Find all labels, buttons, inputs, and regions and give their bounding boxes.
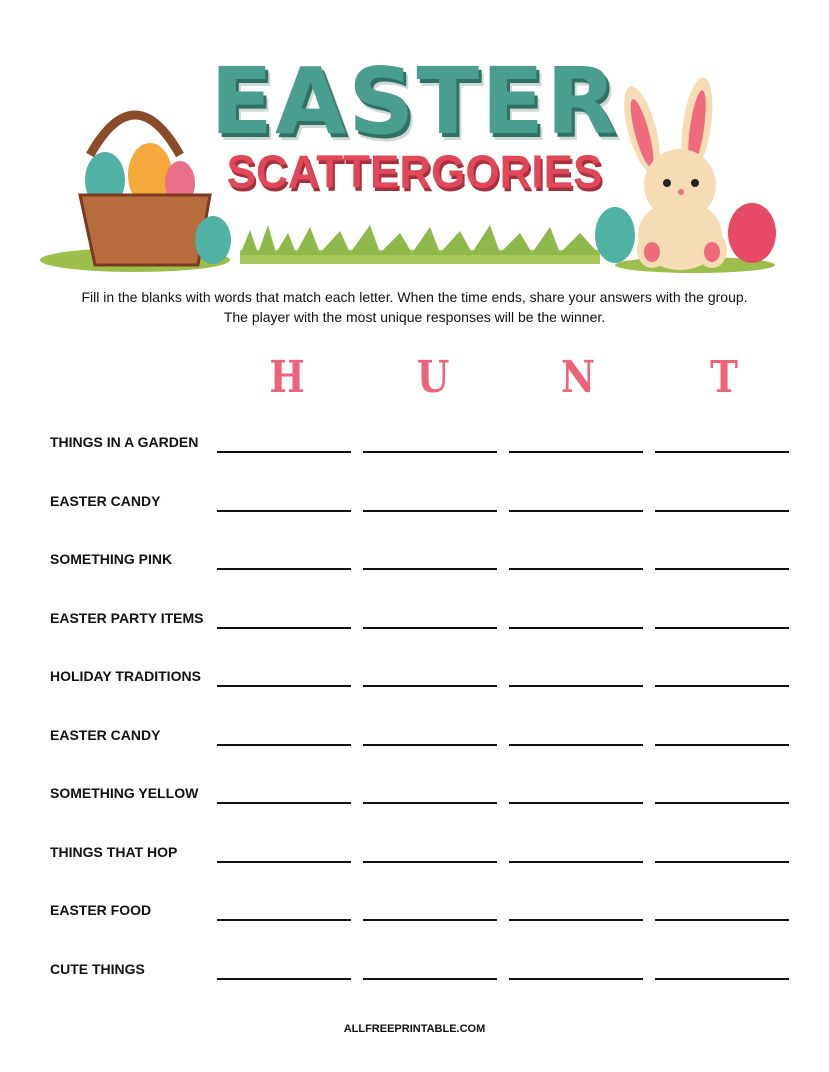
category-row bbox=[0, 610, 829, 650]
category-row bbox=[0, 551, 829, 591]
answer-blank-h[interactable] bbox=[217, 919, 351, 921]
title-easter: EASTER bbox=[210, 48, 619, 155]
instructions-line-1: Fill in the blanks with words that match each letter. When the time ends, share your answers with the group. bbox=[81, 289, 748, 305]
answer-blank-t[interactable] bbox=[655, 510, 789, 512]
answer-blank-n[interactable] bbox=[509, 919, 643, 921]
answer-blank-n[interactable] bbox=[509, 744, 643, 746]
answer-blank-h[interactable] bbox=[217, 627, 351, 629]
answer-blank-t[interactable] bbox=[655, 744, 789, 746]
category-row bbox=[0, 785, 829, 825]
answer-blank-t[interactable] bbox=[655, 568, 789, 570]
title-scattergories: SCATTERGORIES bbox=[226, 146, 603, 199]
answer-blank-n[interactable] bbox=[509, 978, 643, 980]
answer-blank-u[interactable] bbox=[363, 627, 497, 629]
answer-blank-t[interactable] bbox=[655, 802, 789, 804]
answer-blank-t[interactable] bbox=[655, 978, 789, 980]
answer-blank-t[interactable] bbox=[655, 685, 789, 687]
category-label: EASTER CANDY bbox=[50, 492, 161, 509]
answer-blank-u[interactable] bbox=[363, 510, 497, 512]
answer-blank-t[interactable] bbox=[655, 861, 789, 863]
category-row bbox=[0, 844, 829, 884]
category-row bbox=[0, 668, 829, 708]
category-label: EASTER FOOD bbox=[50, 902, 152, 918]
category-label: SOMETHING PINK bbox=[50, 551, 173, 567]
answer-blank-h[interactable] bbox=[217, 861, 351, 863]
answer-blank-n[interactable] bbox=[509, 802, 643, 804]
category-row bbox=[0, 961, 829, 1001]
answer-blank-n[interactable] bbox=[509, 685, 643, 687]
answer-blank-h[interactable] bbox=[217, 685, 351, 687]
category-label: SOMETHING YELLOW bbox=[50, 785, 199, 801]
category-row bbox=[0, 902, 829, 942]
answer-blank-u[interactable] bbox=[363, 451, 497, 453]
answer-blank-n[interactable] bbox=[509, 627, 643, 629]
category-label: THINGS IN A GARDEN bbox=[50, 434, 199, 450]
answer-blank-u[interactable] bbox=[363, 861, 497, 863]
column-letter-t: T bbox=[710, 352, 738, 403]
answer-blank-u[interactable] bbox=[363, 744, 497, 746]
answer-blank-u[interactable] bbox=[363, 568, 497, 570]
answer-blank-n[interactable] bbox=[509, 510, 643, 512]
footer-website: ALLFREEPRINTABLE.COM bbox=[343, 1023, 486, 1035]
answer-blank-h[interactable] bbox=[217, 451, 351, 453]
answer-blank-h[interactable] bbox=[217, 978, 351, 980]
answer-blank-t[interactable] bbox=[655, 627, 789, 629]
answer-blank-h[interactable] bbox=[217, 744, 351, 746]
category-label: CUTE THINGS bbox=[50, 960, 145, 977]
category-label: EASTER PARTY ITEMS bbox=[50, 609, 204, 626]
column-letter-h: H bbox=[269, 352, 305, 403]
instructions-line-2: The player with the most unique responses will be the winner. bbox=[223, 309, 606, 325]
answer-blank-h[interactable] bbox=[217, 568, 351, 570]
answer-blank-h[interactable] bbox=[217, 510, 351, 512]
answer-blank-u[interactable] bbox=[363, 802, 497, 804]
category-row bbox=[0, 727, 829, 767]
column-letter-n: N bbox=[560, 352, 596, 403]
answer-blank-n[interactable] bbox=[509, 568, 643, 570]
answer-blank-n[interactable] bbox=[509, 861, 643, 863]
column-letter-u: U bbox=[416, 352, 450, 403]
answer-blank-h[interactable] bbox=[217, 802, 351, 804]
answer-blank-n[interactable] bbox=[509, 451, 643, 453]
category-row bbox=[0, 434, 829, 474]
category-row bbox=[0, 493, 829, 533]
answer-blank-u[interactable] bbox=[363, 919, 497, 921]
answer-blank-u[interactable] bbox=[363, 978, 497, 980]
category-label: EASTER CANDY bbox=[50, 726, 161, 743]
answer-blank-t[interactable] bbox=[655, 919, 789, 921]
category-label: THINGS THAT HOP bbox=[50, 843, 178, 860]
instructions bbox=[0, 287, 829, 327]
category-label: HOLIDAY TRADITIONS bbox=[50, 668, 201, 684]
answer-blank-t[interactable] bbox=[655, 451, 789, 453]
answer-blank-u[interactable] bbox=[363, 685, 497, 687]
